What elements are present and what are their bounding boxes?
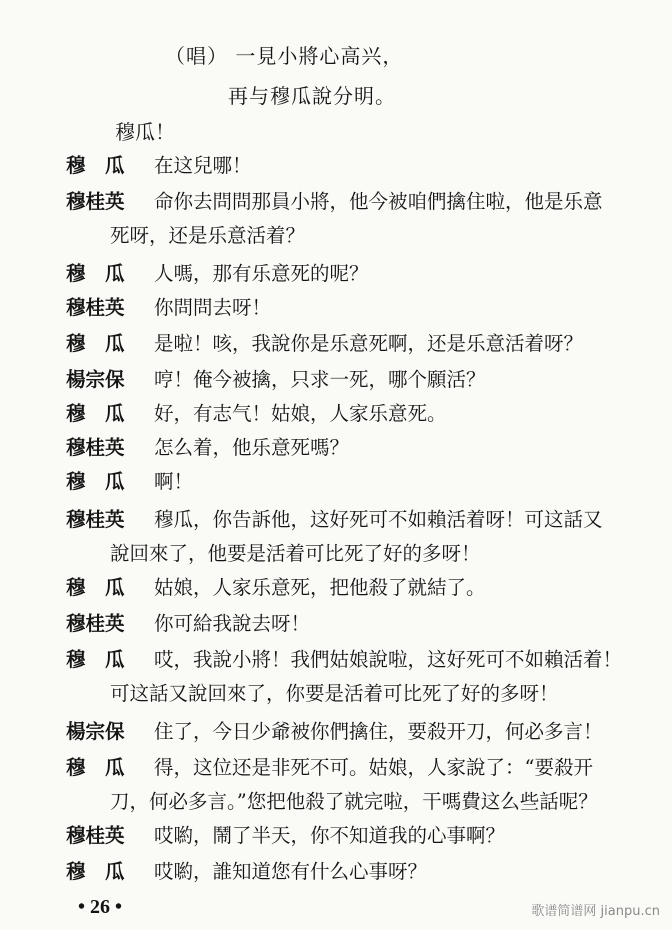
speech: 你問問去呀！ (154, 296, 272, 319)
dialogue-line (66, 716, 658, 744)
speech: 住了，今日少爺被你們擒住，要殺开刀，何必多言！ (154, 720, 603, 743)
speech: 你可給我說去呀！ (154, 612, 311, 635)
speaker: 穆桂英 (66, 612, 125, 635)
speaker: 穆 瓜 (66, 262, 125, 285)
dialogue-line (66, 398, 658, 426)
speaker: 楊宗保 (66, 368, 125, 391)
speech: 得，这位还是非死不可。姑娘，人家說了：“要殺开 (154, 756, 593, 779)
speaker: 穆 瓜 (66, 470, 125, 493)
speech: 哎喲，鬧了半天，你不知道我的心事啊？ (154, 824, 506, 847)
speaker: 穆 瓜 (66, 332, 125, 355)
dialogue-line (66, 644, 658, 672)
dialogue-continuation: 說回來了，他要是活着可比死了好的多呀！ (110, 542, 481, 565)
dialogue-line (66, 432, 658, 460)
speech: 人嗎，那有乐意死的呢？ (154, 262, 369, 285)
speaker: 穆 瓜 (66, 756, 125, 779)
speech: 姑娘，人家乐意死，把他殺了就結了。 (154, 576, 486, 599)
speaker: 穆桂英 (66, 824, 125, 847)
dialogue-line (66, 258, 658, 286)
dialogue-continuation: 死呀，还是乐意活着？ (110, 224, 306, 247)
speech: 哎，我說小將！我們姑娘說啦，这好死可不如賴活着！ (154, 648, 623, 671)
speaker: 穆桂英 (66, 296, 125, 319)
speech: 怎么着，他乐意死嗎？ (154, 436, 350, 459)
dialogue-line (66, 504, 658, 532)
speaker: 穆桂英 (66, 436, 125, 459)
speech: 啊！ (154, 470, 194, 493)
speech: 哎喲，誰知道您有什么心事呀？ (154, 860, 428, 883)
dialogue-line (66, 292, 658, 320)
speaker: 穆桂英 (66, 190, 125, 213)
dialogue-line (66, 820, 658, 848)
speech: 在这兒哪！ (154, 154, 252, 177)
speech: 穆瓜，你告訴他，这好死可不如賴活着呀！可这話又 (154, 508, 603, 531)
speaker: 穆桂英 (66, 508, 125, 531)
dialogue-line (66, 328, 658, 356)
speaker: 穆 瓜 (66, 576, 125, 599)
speech: 哼！俺今被擒，只求一死，哪个願活？ (154, 368, 486, 391)
singing-line-2: 再与穆瓜說分明。 (228, 84, 396, 108)
speaker: 穆 瓜 (66, 154, 125, 177)
speaker: 穆 瓜 (66, 860, 125, 883)
speaker: 穆 瓜 (66, 648, 125, 671)
dialogue-line (66, 752, 658, 780)
watermark: 歌谱简谱网 jianpu.cn (531, 904, 660, 919)
dialogue-line (66, 364, 658, 392)
dialogue-line (66, 608, 658, 636)
singing-line-1: （唱） 一見小將心高兴， (165, 44, 404, 68)
dialogue-line (66, 150, 658, 178)
dialogue-line (66, 466, 658, 494)
speech: 是啦！咳，我說你是乐意死啊，还是乐意活着呀？ (154, 332, 584, 355)
dialogue-line (66, 856, 658, 884)
dialogue-continuation: 可这話又說回來了，你要是活着可比死了好的多呀！ (110, 682, 559, 705)
speaker: 楊宗保 (66, 720, 125, 743)
speaker: 穆 瓜 (66, 402, 125, 425)
speech: 好，有志气！姑娘，人家乐意死。 (154, 402, 447, 425)
call-line: 穆瓜！ (115, 120, 175, 144)
dialogue-line (66, 186, 658, 214)
dialogue-continuation: 刀，何必多言。”您把他殺了就完啦，干嗎費这么些話呢？ (110, 790, 598, 813)
dialogue-line (66, 572, 658, 600)
page-number: • 26 • (78, 896, 123, 918)
speech: 命你去問問那員小將，他今被咱們擒住啦，他是乐意 (154, 190, 603, 213)
